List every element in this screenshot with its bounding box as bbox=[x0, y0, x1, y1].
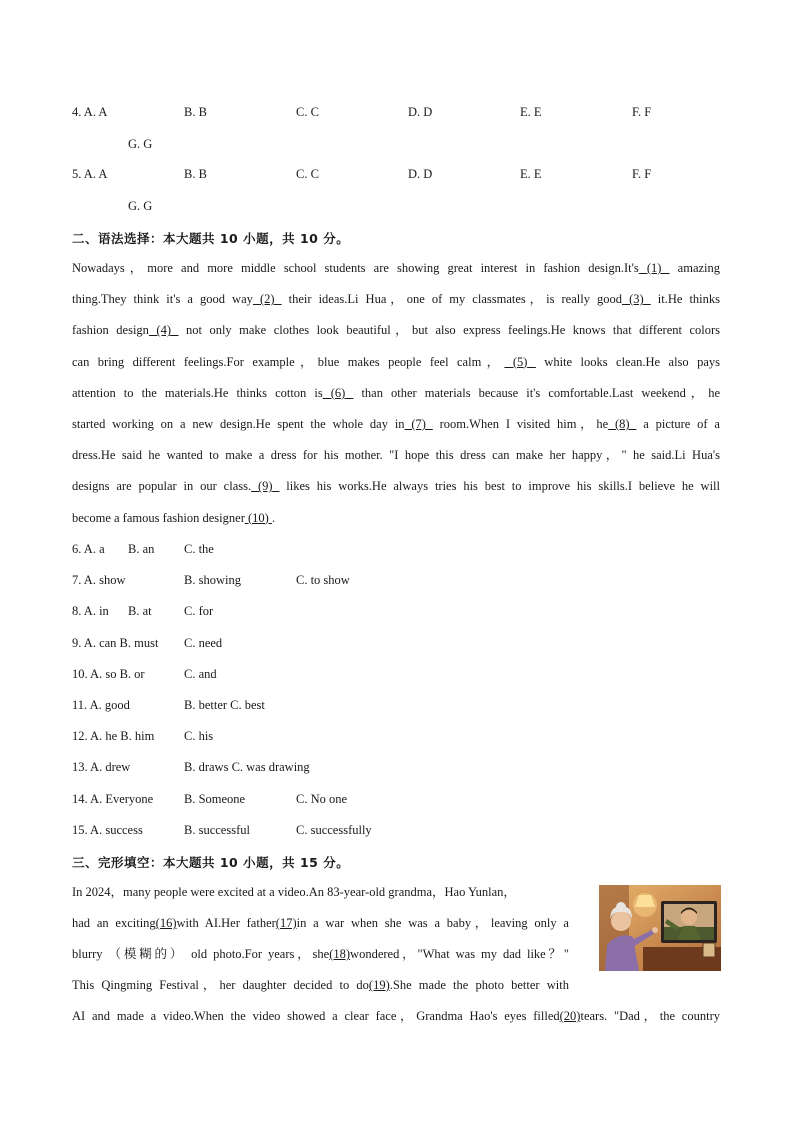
option-a: 9. A. can B. must bbox=[72, 635, 159, 650]
passage-text: This Qingming Festival，her daughter decided to do bbox=[72, 978, 369, 992]
blank-number: (18) bbox=[329, 947, 351, 961]
option-c: C. successfully bbox=[296, 822, 372, 837]
blank-number: (5) bbox=[504, 354, 536, 369]
cloze-passage-line bbox=[72, 977, 569, 993]
option-a: 15. A. success bbox=[72, 822, 143, 837]
grandma-video-call-illustration bbox=[599, 885, 721, 971]
option-c: C. and bbox=[184, 666, 217, 681]
option-a: 14. A. Everyone bbox=[72, 791, 154, 806]
cloze-passage-line bbox=[72, 946, 569, 962]
q5-option-e: E. E bbox=[520, 167, 542, 181]
option-b: B. an bbox=[128, 542, 155, 556]
q4-option-f: F. F bbox=[632, 105, 652, 119]
option-b: B. showing bbox=[184, 573, 241, 588]
passage-text: become a famous fashion designer bbox=[72, 510, 245, 525]
blank-number: (6) bbox=[322, 385, 354, 400]
blank-number: (8) bbox=[608, 417, 637, 431]
blank-number: (10) bbox=[244, 510, 272, 525]
passage-text: started working on a new design.He spent the whole day in bbox=[72, 417, 405, 431]
option-c: C. for bbox=[184, 604, 214, 619]
q5-option-b: B. B bbox=[184, 167, 207, 181]
passage-text: than other materials because it's comfortable.Last weekend，he bbox=[353, 385, 720, 400]
passage-text: in a war when she was a baby，leaving only a bbox=[296, 916, 569, 930]
grammar-passage-line bbox=[72, 510, 720, 526]
passage-text: a picture of a bbox=[636, 417, 720, 431]
passage-text: it.He thinks bbox=[650, 292, 721, 307]
option-c: C. No one bbox=[296, 791, 348, 806]
q5-option-d: D. D bbox=[408, 167, 433, 181]
option-a: 12. A. he B. him bbox=[72, 729, 155, 744]
option-a: 10. A. so B. or bbox=[72, 666, 145, 681]
blank-number: (19) bbox=[368, 978, 390, 992]
passage-text: . bbox=[271, 510, 276, 525]
cloze-passage-line bbox=[72, 1008, 720, 1024]
option-a: 13. A. drew bbox=[72, 760, 131, 775]
blank-number: (7) bbox=[404, 417, 433, 431]
option-b: B. successful bbox=[184, 822, 250, 837]
passage-text: can bring different feelings.For example，blue makes people feel calm， bbox=[72, 354, 505, 369]
blank-number: (9) bbox=[251, 479, 280, 494]
q5-option-c: C. C bbox=[296, 167, 319, 181]
option-c: C. need bbox=[184, 635, 223, 650]
grammar-passage-line bbox=[72, 260, 720, 276]
passage-text: fashion design bbox=[72, 323, 149, 338]
q4-option-b: B. B bbox=[184, 105, 207, 119]
option-b: B. Someone bbox=[184, 791, 246, 806]
q4-option-c: C. C bbox=[296, 105, 319, 119]
passage-text: Nowadays，more and more middle school students are showing great interest in fashion design.It's bbox=[72, 261, 639, 275]
passage-text: had an exciting bbox=[72, 916, 156, 930]
blank-number: (1) bbox=[638, 261, 670, 275]
blank-number: (20) bbox=[559, 1009, 581, 1023]
option-b: B. draws C. was drawing bbox=[184, 760, 310, 775]
q4-option-d: D. D bbox=[408, 105, 433, 119]
grammar-passage-line bbox=[72, 354, 720, 370]
q5-option-f: F. F bbox=[632, 167, 652, 181]
option-c: C. to show bbox=[296, 573, 350, 588]
q4-option-a: 4. A. A bbox=[72, 105, 108, 119]
passage-text: blurry （模糊的） old photo.For years，she bbox=[72, 947, 330, 961]
option-a: 8. A. in bbox=[72, 604, 109, 619]
passage-text: room.When I visited him，he bbox=[432, 417, 609, 431]
option-b: B. at bbox=[128, 604, 152, 619]
passage-text: AI and made a video.When the video showed a clear face，Grandma Hao's eyes filled bbox=[72, 1009, 560, 1023]
grammar-passage-line bbox=[72, 447, 720, 463]
passage-text: .She made the photo better with bbox=[389, 978, 569, 992]
passage-text: wondered，"What was my dad like？" bbox=[350, 947, 569, 961]
option-a: 11. A. good bbox=[72, 698, 130, 712]
blank-number: (17) bbox=[275, 916, 297, 930]
blank-number: (4) bbox=[148, 323, 179, 338]
option-a: 6. A. a bbox=[72, 542, 105, 556]
grammar-passage-line bbox=[72, 416, 720, 432]
grammar-passage-line bbox=[72, 385, 720, 401]
cloze-passage-line bbox=[72, 884, 569, 900]
passage-text: attention to the materials.He thinks cotton is bbox=[72, 385, 323, 400]
passage-text: dress.He said he wanted to make a dress for his mother. "I hope this dress can make her happy，" he said.Li Hua's bbox=[72, 448, 720, 463]
grammar-passage-line bbox=[72, 291, 720, 307]
q4-option-e: E. E bbox=[520, 105, 542, 119]
section-3-heading: 三、完形填空：本大题共 10 小题，共 15 分。 bbox=[72, 855, 350, 870]
passage-text: not only make clothes look beautiful，but also express feelings.He knows that different colors bbox=[178, 323, 721, 338]
passage-text: In 2024，many people were excited at a video.An 83-year-old grandma，Hao Yunlan， bbox=[72, 885, 516, 899]
passage-text: thing.They think it's a good way bbox=[72, 292, 253, 307]
blank-number: (16) bbox=[155, 916, 177, 930]
option-c: C. his bbox=[184, 729, 214, 744]
passage-text: amazing bbox=[669, 261, 721, 275]
grammar-passage-line bbox=[72, 322, 720, 338]
section-2-heading: 二、语法选择：本大题共 10 小题，共 10 分。 bbox=[72, 231, 350, 246]
passage-text: their ideas.Li Hua，one of my classmates，is really good bbox=[281, 292, 623, 307]
passage-text: designs are popular in our class. bbox=[72, 479, 252, 494]
option-a: 7. A. show bbox=[72, 573, 126, 588]
q5-option-a: 5. A. A bbox=[72, 167, 108, 181]
passage-text: white looks clean.He also pays bbox=[535, 354, 721, 369]
q5-option-g: G. G bbox=[128, 199, 153, 213]
option-b: B. better C. best bbox=[184, 698, 265, 712]
cloze-passage-line bbox=[72, 915, 569, 931]
passage-text: with AI.Her father bbox=[176, 916, 276, 930]
blank-number: (2) bbox=[252, 292, 282, 307]
option-c: C. the bbox=[184, 542, 214, 556]
q4-option-g: G. G bbox=[128, 137, 153, 151]
grammar-passage-line bbox=[72, 478, 720, 494]
passage-text: likes his works.He always tries his best to improve his skills.I believe he will bbox=[279, 479, 720, 494]
passage-text: tears. "Dad，the country bbox=[580, 1009, 720, 1023]
blank-number: (3) bbox=[622, 292, 651, 307]
